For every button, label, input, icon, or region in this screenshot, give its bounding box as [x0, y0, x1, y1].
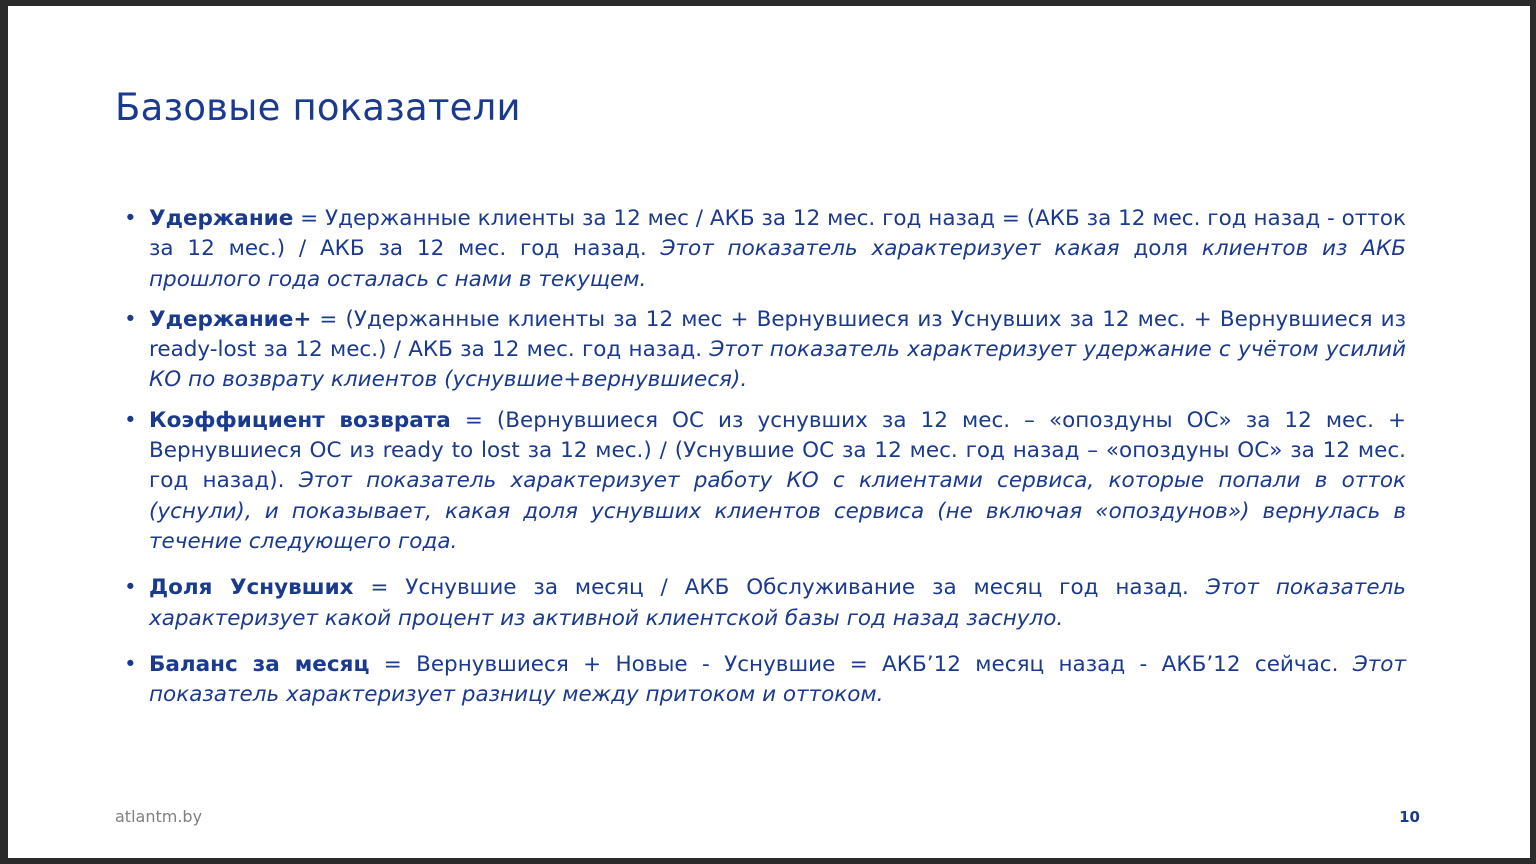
list-item-retention-plus: [124, 305, 1406, 396]
metric-note-plain-word: доля: [1133, 236, 1189, 262]
metric-note: Этот показатель характеризует какой процент из активной клиентской базы год назад заснуло.: [149, 575, 1406, 631]
bullet-dot: •: [124, 206, 137, 231]
metric-term: Коэффициент возврата: [149, 407, 451, 433]
metric-term: Баланс за месяц: [149, 651, 370, 677]
metric-term: Удержание+: [149, 306, 312, 332]
metric-note: клиентов из АКБ прошлого года осталась с нами в текущем.: [149, 236, 1407, 292]
metric-definition: = Удержанные клиенты за 12 мес / АКБ за 12 мес. год назад = (АКБ за 12 мес. год назад - отток за 12 мес.) / АКБ за 12 мес. год назад.: [149, 206, 1406, 262]
bullet-dot: •: [124, 306, 137, 332]
bullet-dot: •: [124, 575, 137, 601]
bullet-dot: •: [124, 651, 137, 677]
list-item-dormant-share: [124, 573, 1406, 634]
metric-note: Этот показатель характеризует работу КО с клиентами сервиса, которые попали в отток (уснули), и показывает, какая доля уснувших клиентов сервиса (не включая «опоздунов») вернулась в течение следующего года.: [149, 468, 1406, 554]
metric-term: Удержание: [149, 206, 294, 231]
metric-definition: = (Вернувшиеся ОС из уснувших за 12 мес. – «опоздуны ОС» за 12 мес. + Вернувшиеся ОС из ready to lost за 12 мес.) / (Уснувшие ОС за 12 мес. год назад – «опоздуны ОС» за 12 мес. год назад).: [149, 407, 1407, 494]
list-item-return-coefficient: [124, 406, 1406, 557]
metric-note: Этот показатель характеризует разницу между притоком и оттоком.: [149, 651, 1406, 708]
metric-note: Этот показатель характеризует какая: [660, 236, 1134, 262]
bullet-dot: •: [124, 407, 137, 433]
metric-term: Доля Уснувших: [149, 575, 354, 601]
slide: [8, 6, 1530, 858]
list-item-retention: [124, 204, 1406, 295]
list-item-monthly-balance: [124, 650, 1406, 711]
page-number: 10: [1399, 808, 1420, 826]
slide-title: Базовые показатели: [115, 86, 521, 129]
metric-definition: = (Удержанные клиенты за 12 мес + Вернувшиеся из Уснувших за 12 мес. + Вернувшиеся из ready-lost за 12 мес.) / АКБ за 12 мес. год назад.: [149, 306, 1406, 363]
metric-definition: = Вернувшиеся + Новые - Уснувшие = АКБ’12 месяц назад - АКБ’12 сейчас.: [369, 651, 1353, 677]
footer-website: atlantm.by: [115, 807, 203, 826]
metrics-list: [124, 204, 1406, 720]
metric-note: Этот показатель характеризует удержание с учётом усилий КО по возврату клиентов (уснувшие+вернувшиеся).: [149, 337, 1406, 393]
metric-definition: = Уснувшие за месяц / АКБ Обслуживание за месяц год назад.: [353, 575, 1206, 601]
